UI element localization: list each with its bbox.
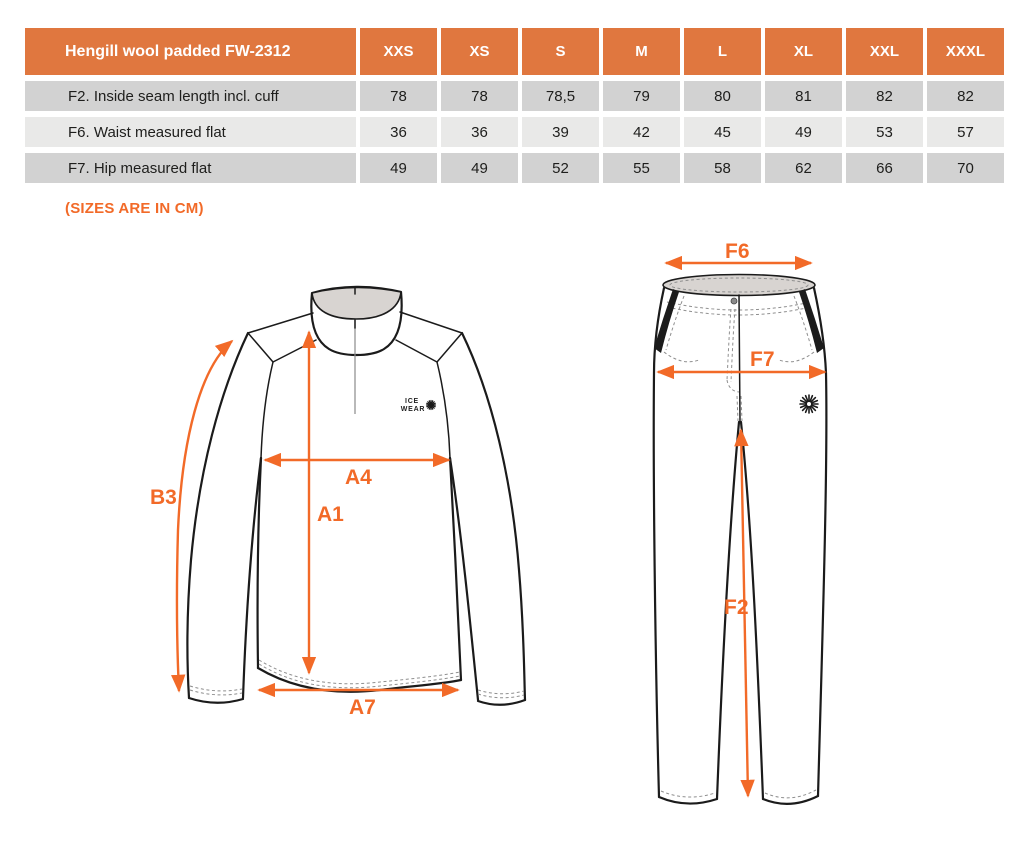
right-raglan-seam [437, 362, 450, 458]
size-column-header: S [522, 28, 599, 75]
measure-label-f6: F6 [725, 240, 750, 263]
logo-text-ice: ICE [404, 398, 420, 405]
pocket-bag-stitch [664, 352, 699, 362]
snowflake-icon [427, 401, 436, 410]
right-cuff [478, 700, 525, 705]
right-sleeve-inner [450, 458, 478, 700]
row-label-cell: F7. Hip measured flat [25, 153, 356, 183]
measure-label-f7: F7 [750, 348, 775, 371]
size-column-header: XXS [360, 28, 437, 75]
crotch-stitch [741, 396, 742, 421]
value-cell: 52 [522, 153, 599, 183]
value-cell: 49 [360, 153, 437, 183]
measure-label-a7: A7 [349, 696, 376, 719]
value-cell: 57 [927, 117, 1004, 147]
size-column-header: XL [765, 28, 842, 75]
value-cell: 78 [441, 81, 518, 111]
cuff-stitch [190, 686, 242, 691]
left-cuff [189, 698, 243, 703]
fly-hook-stitch [727, 380, 739, 392]
value-cell: 82 [927, 81, 1004, 111]
icewear-logo [401, 398, 436, 413]
row-label-cell: F6. Waist measured flat [25, 117, 356, 147]
measure-label-b3: B3 [150, 486, 177, 509]
left-yoke-seam [248, 333, 316, 362]
left-outer-edge [654, 288, 664, 797]
measure-label-f2: F2 [724, 596, 749, 619]
left-sleeve-outer [187, 333, 248, 698]
sweater-diagram [150, 287, 525, 719]
value-cell: 78,5 [522, 81, 599, 111]
value-cell: 80 [684, 81, 761, 111]
size-column-header: XXL [846, 28, 923, 75]
pants-diagram [654, 240, 827, 804]
value-cell: 42 [603, 117, 680, 147]
value-cell: 70 [927, 153, 1004, 183]
value-cell: 36 [360, 117, 437, 147]
left-shoulder-seam [248, 313, 313, 333]
pocket-bag-stitch [779, 352, 814, 362]
body-hem [258, 668, 461, 692]
sizes-unit-note: (SIZES ARE IN CM) [65, 200, 204, 217]
crotch-stitch [737, 396, 738, 421]
value-cell: 66 [846, 153, 923, 183]
table-title-cell: Hengill wool padded FW-2312 [25, 28, 356, 75]
value-cell: 36 [441, 117, 518, 147]
left-leg-hem [659, 797, 717, 804]
cuff-stitch [478, 690, 524, 694]
collar-inner [312, 288, 401, 319]
logo-text-wear: WEAR [400, 406, 426, 413]
measure-label-a1: A1 [317, 503, 344, 526]
size-column-header: M [603, 28, 680, 75]
value-cell: 78 [360, 81, 437, 111]
value-cell: 53 [846, 117, 923, 147]
value-cell: 39 [522, 117, 599, 147]
value-cell: 55 [603, 153, 680, 183]
cuff-stitch [478, 694, 524, 698]
center-front-seam [739, 295, 740, 422]
waist-button [731, 298, 737, 304]
row-label-cell: F2. Inside seam length incl. cuff [25, 81, 356, 111]
cuff-stitch [190, 690, 242, 695]
leg-hem-stitch [765, 790, 816, 798]
value-cell: 58 [684, 153, 761, 183]
right-yoke-seam [396, 333, 462, 362]
leg-hem-stitch [661, 791, 715, 797]
size-column-header: XXXL [927, 28, 1004, 75]
snowflake-icon [800, 395, 818, 413]
value-cell: 49 [441, 153, 518, 183]
value-cell: 79 [603, 81, 680, 111]
left-raglan-seam [261, 362, 273, 458]
size-column-header: XS [441, 28, 518, 75]
value-cell: 45 [684, 117, 761, 147]
value-cell: 62 [765, 153, 842, 183]
fly-stitch [727, 309, 731, 380]
size-column-header: L [684, 28, 761, 75]
right-shoulder-seam [400, 312, 462, 333]
value-cell: 82 [846, 81, 923, 111]
right-leg-hem [763, 796, 818, 804]
right-outer-edge [814, 288, 826, 796]
value-cell: 49 [765, 117, 842, 147]
value-cell: 81 [765, 81, 842, 111]
measure-label-a4: A4 [345, 466, 372, 489]
